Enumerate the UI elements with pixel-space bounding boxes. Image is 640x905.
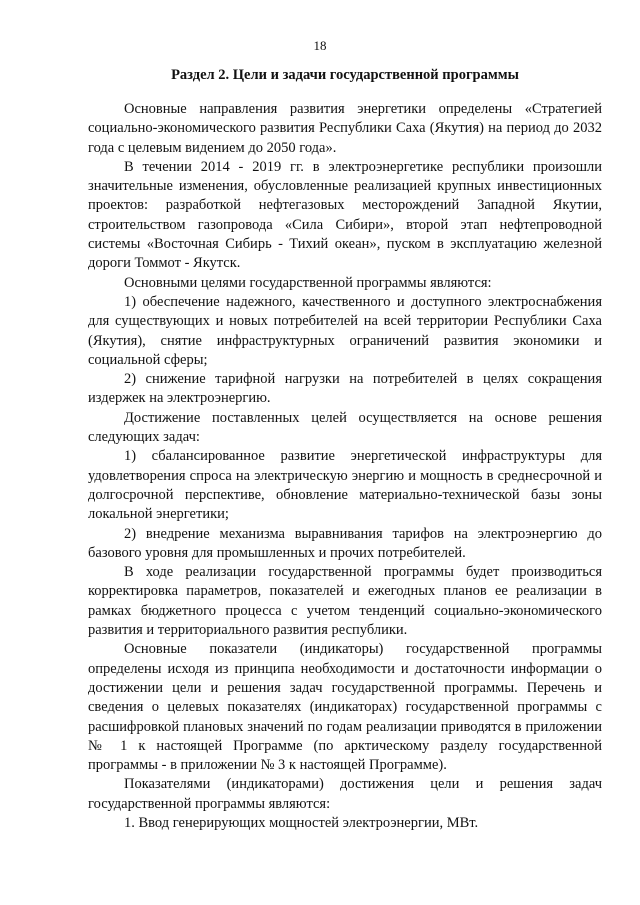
- paragraph: 1) обеспечение надежного, качественного и доступного электроснабжения для существующих и новых потребителей на всей территории Республики Саха (Якутия), снятие инфраструктурных ограничений развития экономики и социальной сферы;: [88, 293, 602, 368]
- paragraph: В течении 2014 - 2019 гг. в электроэнергетике республики произошли значительные изменения, обусловленные реализацией крупных инвестиционных проектов: разработкой нефтегазовых месторождений Западной Якутии, строительством газопровода «Сила Сибири», второй этап нефтепроводной системы «Восточная Сибирь - Тихий океан», пуском в эксплуатацию железной дороги Томмот - Якутск.: [88, 158, 602, 272]
- paragraph: 2) внедрение механизма выравнивания тарифов на электроэнергию до базового уровня для промышленных и прочих потребителей.: [88, 525, 602, 561]
- paragraph: 1. Ввод генерирующих мощностей электроэнергии, МВт.: [124, 814, 479, 831]
- paragraph: Показателями (индикаторами) достижения цели и решения задач государственной программы являются:: [88, 776, 602, 812]
- paragraph: В ходе реализации государственной программы будет производиться корректировка параметров, показателей и ежегодных планов ее реализации в рамках бюджетного процесса с учетом тенденций социально-экономического развития и территориального развития республики.: [88, 564, 602, 639]
- page-number: 18: [313, 38, 327, 53]
- paragraph: Достижение поставленных целей осуществляется на основе решения следующих задач:: [88, 409, 602, 446]
- paragraph: Основные направления развития энергетики определены «Стратегией социально-экономического развития Республики Саха (Якутия) на период до 2032 года с целевым видением до 2050 года».: [88, 101, 602, 156]
- section-heading: Раздел 2. Цели и задачи государственной программы: [171, 67, 519, 83]
- paragraph: 1) сбалансированное развитие энергетической инфраструктуры для удовлетворения спроса на электрическую энергию и мощность в среднесрочной и долгосрочной перспективе, обновление материально-технической базы зоны локальной энергетики;: [88, 448, 602, 523]
- paragraph: Основные показатели (индикаторы) государственной программы определены исходя из принципа необходимости и достаточности информации о достижении цели и решения задач государственной программы. Перечень и сведения о целевых показателях (индикаторах) государственной программы с расшифровкой плановых значений по годам реализации приводятся в приложении № 1 к настоящей Программе (по арктическому разделу государственной программы - в приложении № 3 к настоящей Программе).: [88, 641, 602, 774]
- paragraph: 2) снижение тарифной нагрузки на потребителей в целях сокращения издержек на электроэнергию.: [88, 371, 602, 407]
- body-text: [88, 100, 602, 833]
- paragraph: Основными целями государственной программы являются:: [124, 274, 492, 291]
